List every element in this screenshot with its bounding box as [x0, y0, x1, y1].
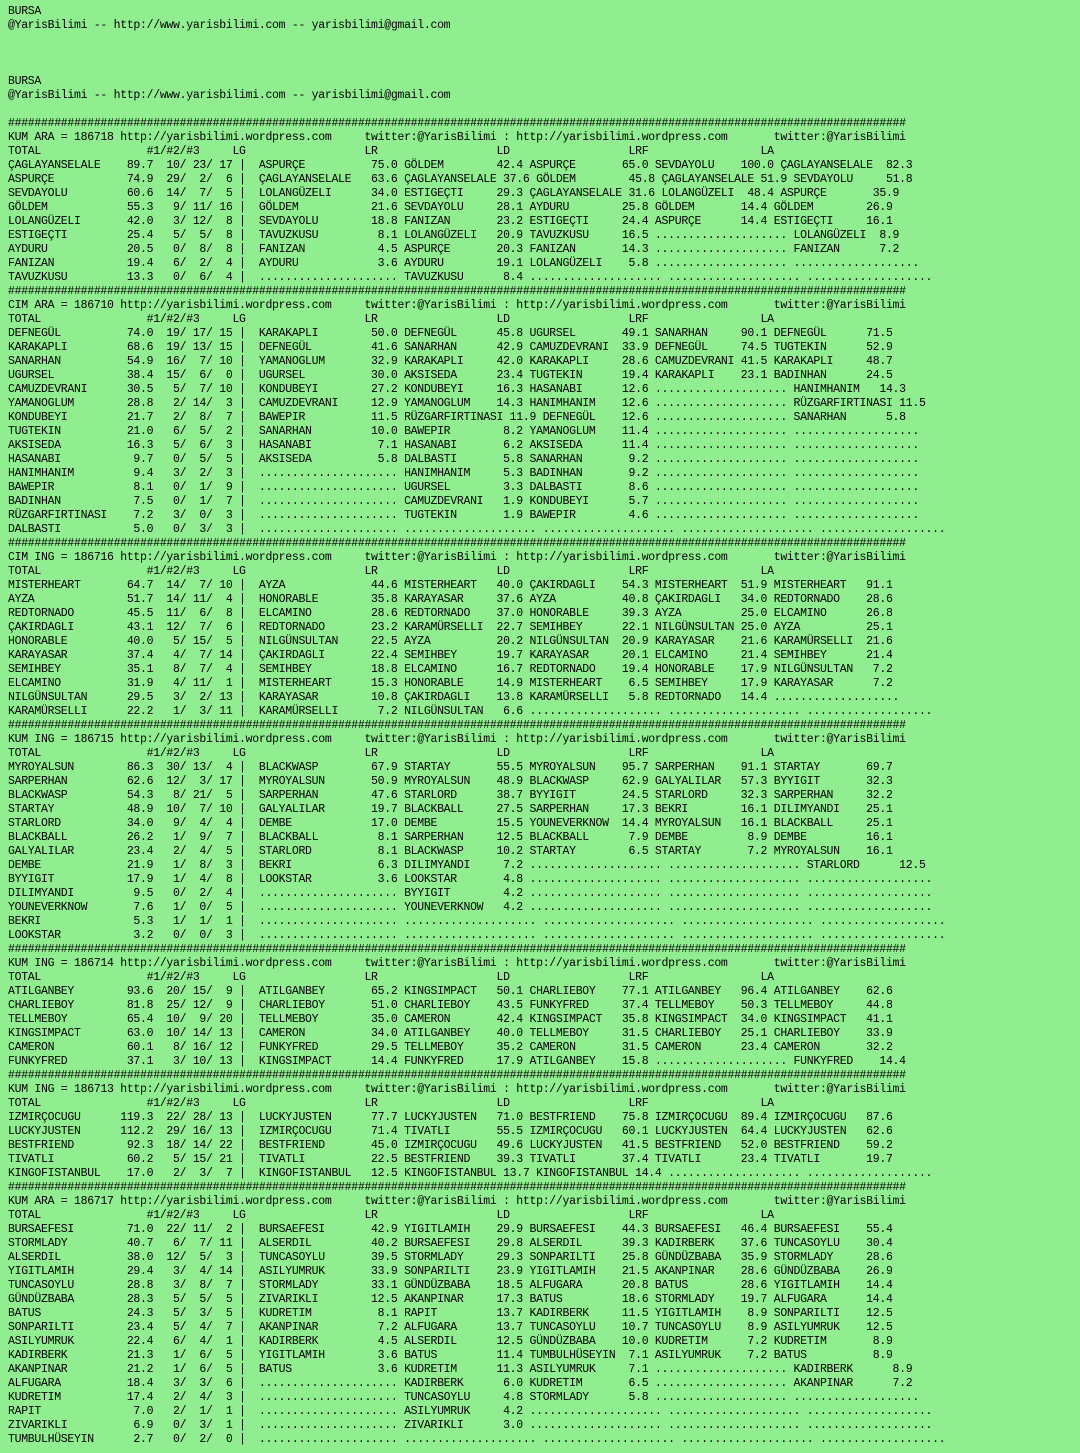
race-statistics-text: BURSA @YarisBilimi -- http://www.yarisbilimi.com -- yarisbilimi@gmail.com BURSA @YarisBilimi -- http://www.yarisbilimi.com -- yarisbilimi@gmail.com ######################################################################################################################################## KUM ARA = 186718 http://yarisbilimi.wordpress.com twitter:@YarisBilimi : http://yarisbilimi.wordpress.com twitter:@YarisBilimi TOTAL #1/#2/#3 LG LR LD LRF LA ÇAGLAYANSELALE 89.7 10/ 23/ 17 | ASPURÇE 75.0 GÖLDEM 42.4 ASPURÇE 65.0 SEVDAYOLU 100.0 ÇAGLAYANSELALE 82.3 ASPURÇE 74.9 29/ 2/ 6 | ÇAGLAYANSELALE 63.6 ÇAGLAYANSELALE 37.6 GÖLDEM 45.8 ÇAGLAYANSELALE 51.9 SEVDAYOLU 51.8 SEVDAYOLU 60.6 14/ 7/ 5 | LOLANGÜZELI 34.0 ESTIGEÇTI 29.3 ÇAGLAYANSELALE 31.6 LOLANGÜZELI 48.4 ASPURÇE 35.9 GÖLDEM 55.3 9/ 11/ 16 | GÖLDEM 21.6 SEVDAYOLU 28.1 AYDURU 25.8 GÖLDEM 14.4 GÖLDEM 26.9 LOLANGÜZELI 42.0 3/ 12/ 8 | SEVDAYOLU 18.8 FANIZAN 23.2 ESTIGEÇTI 24.4 ASPURÇE 14.4 ESTIGEÇTI 16.1 ESTIGEÇTI 25.4 5/ 5/ 8 | TAVUZKUSU 8.1 LOLANGÜZELI 20.9 TAVUZKUSU 16.5 .................... LOLANGÜZELI 8.9 AYDURU 20.5 0/ 8/ 8 | FANIZAN 4.5 ASPURÇE 20.3 FANIZAN 14.3 .................... FANIZAN 7.2 FANIZAN 19.4 6/ 2/ 4 | AYDURU 3.6 AYDURU 19.1 LOLANGÜZELI 5.8 .................... ................... TAVUZKUSU 13.3 0/ 6/ 4 | ..................... TAVUZKUSU 8.4 .................... .................... ................... ######################################################################################################################################## CIM ARA = 186710 http://yarisbilimi.wordpress.com twitter:@YarisBilimi : http://yarisbilimi.wordpress.com twitter:@YarisBilimi TOTAL #1/#2/#3 LG LR LD LRF LA DEFNEGÜL 74.0 19/ 17/ 15 | KARAKAPLI 50.0 DEFNEGÜL 45.8 UGURSEL 49.1 SANARHAN 90.1 DEFNEGÜL 71.5 KARAKAPLI 68.6 19/ 13/ 15 | DEFNEGÜL 41.6 SANARHAN 42.9 CAMUZDEVRANI 33.9 DEFNEGÜL 74.5 TUGTEKIN 52.9 SANARHAN 54.9 16/ 7/ 10 | YAMANOGLUM 32.9 KARAKAPLI 42.0 KARAKAPLI 28.6 CAMUZDEVRANI 41.5 KARAKAPLI 48.7 UGURSEL 38.4 15/ 6/ 0 | UGURSEL 30.0 AKSISEDA 23.4 TUGTEKIN 19.4 KARAKAPLI 23.1 BADINHAN 24.5 CAMUZDEVRANI 30.5 5/ 7/ 10 | KONDUBEYI 27.2 KONDUBEYI 16.3 HASANABI 12.6 .................... HANIMHANIM 14.3 YAMANOGLUM 28.8 2/ 14/ 3 | CAMUZDEVRANI 12.9 YAMANOGLUM 14.3 HANIMHANIM 12.6 .................... RÜZGARFIRTINASI 11.5 KONDUBEYI 21.7 2/ 8/ 7 | BAWEPIR 11.5 RÜZGARFIRTINASI 11.9 DEFNEGÜL 12.6 .................... SANARHAN 5.8 TUGTEKIN 21.0 6/ 5/ 2 | SANARHAN 10.0 BAWEPIR 8.2 YAMANOGLUM 11.4 .................... ................... AKSISEDA 16.3 5/ 6/ 3 | HASANABI 7.1 HASANABI 6.2 AKSISEDA 11.4 .................... ................... HASANABI 9.7 0/ 5/ 5 | AKSISEDA 5.8 DALBASTI 5.8 SANARHAN 9.2 .................... ................... HANIMHANIM 9.4 3/ 2/ 3 | ..................... HANIMHANIM 5.3 BADINHAN 9.2 .................... ................... BAWEPIR 8.1 0/ 1/ 9 | ..................... UGURSEL 3.3 DALBASTI 8.6 .................... ................... BADINHAN 7.5 0/ 1/ 7 | ..................... CAMUZDEVRANI 1.9 KONDUBEYI 5.7 .................... ................... RÜZGARFIRTINASI 7.2 3/ 0/ 3 | ..................... TUGTEKIN 1.9 BAWEPIR 4.6 .................... ................... DALBASTI 5.0 0/ 3/ 3 | ..................... .................... .................... .................... ................... ######################################################################################################################################## CIM ING = 186716 http://yarisbilimi.wordpress.com twitter:@YarisBilimi : http://yarisbilimi.wordpress.com twitter:@YarisBilimi TOTAL #1/#2/#3 LG LR LD LRF LA MISTERHEART 64.7 14/ 7/ 10 | AYZA 44.6 MISTERHEART 40.0 ÇAKIRDAGLI 54.3 MISTERHEART 51.9 MISTERHEART 91.1 AYZA 51.7 14/ 11/ 4 | HONORABLE 35.8 KARAYASAR 37.6 AYZA 40.8 ÇAKIRDAGLI 34.0 REDTORNADO 28.6 REDTORNADO 45.5 11/ 6/ 8 | ELCAMINO 28.6 REDTORNADO 37.0 HONORABLE 39.3 AYZA 25.0 ELCAMINO 26.8 ÇAKIRDAGLI 43.1 12/ 7/ 6 | REDTORNADO 23.2 KARAMÜRSELLI 22.7 SEMIHBEY 22.1 NILGÜNSULTAN 25.0 AYZA 25.1 HONORABLE 40.0 5/ 15/ 5 | NILGÜNSULTAN 22.5 AYZA 20.2 NILGÜNSULTAN 20.9 KARAYASAR 21.6 KARAMÜRSELLI 21.6 KARAYASAR 37.4 4/ 7/ 14 | ÇAKIRDAGLI 22.4 SEMIHBEY 19.7 KARAYASAR 20.1 ELCAMINO 21.4 SEMIHBEY 21.4 SEMIHBEY 35.1 8/ 7/ 4 | SEMIHBEY 18.8 ELCAMINO 16.7 REDTORNADO 19.4 HONORABLE 17.9 NILGÜNSULTAN 7.2 ELCAMINO 31.9 4/ 11/ 1 | MISTERHEART 15.3 HONORABLE 14.9 MISTERHEART 6.5 SEMIHBEY 17.9 KARAYASAR 7.2 NILGÜNSULTAN 29.5 3/ 2/ 13 | KARAYASAR 10.8 ÇAKIRDAGLI 13.8 KARAMÜRSELLI 5.8 REDTORNADO 14.4 ................... KARAMÜRSELLI 22.2 1/ 3/ 11 | KARAMÜRSELLI 7.2 NILGÜNSULTAN 6.6 .................... .................... ................... ######################################################################################################################################## KUM ING = 186715 http://yarisbilimi.wordpress.com twitter:@YarisBilimi : http://yarisbilimi.wordpress.com twitter:@YarisBilimi TOTAL #1/#2/#3 LG LR LD LRF LA MYROYALSUN 86.3 30/ 13/ 4 | BLACKWASP 67.9 STARTAY 55.5 MYROYALSUN 95.7 SARPERHAN 91.1 STARTAY 69.7 SARPERHAN 62.6 12/ 3/ 17 | MYROYALSUN 50.9 MYROYALSUN 48.9 BLACKWASP 62.9 GALYALILAR 57.3 BYYIGIT 32.3 BLACKWASP 54.3 8/ 21/ 5 | SARPERHAN 47.6 STARLORD 38.7 BYYIGIT 24.5 STARLORD 32.3 SARPERHAN 32.2 STARTAY 48.9 10/ 7/ 10 | GALYALILAR 19.7 BLACKBALL 27.5 SARPERHAN 17.3 BEKRI 16.1 DILIMYANDI 25.1 STARLORD 34.0 9/ 4/ 4 | DEMBE 17.0 DEMBE 15.5 YOUNEVERKNOW 14.4 MYROYALSUN 16.1 BLACKBALL 25.1 BLACKBALL 26.2 1/ 9/ 7 | BLACKBALL 8.1 SARPERHAN 12.5 BLACKBALL 7.9 DEMBE 8.9 DEMBE 16.1 GALYALILAR 23.4 2/ 4/ 5 | STARLORD 8.1 BLACKWASP 10.2 STARTAY 6.5 STARTAY 7.2 MYROYALSUN 16.1 DEMBE 21.9 1/ 8/ 3 | BEKRI 6.3 DILIMYANDI 7.2 .................... .................... STARLORD 12.5 BYYIGIT 17.9 1/ 4/ 8 | LOOKSTAR 3.6 LOOKSTAR 4.8 .................... .................... ................... DILIMYANDI 9.5 0/ 2/ 4 | ..................... BYYIGIT 4.2 .................... .................... ................... YOUNEVERKNOW 7.6 1/ 0/ 5 | ..................... YOUNEVERKNOW 4.2 .................... .................... ................... BEKRI 5.3 1/ 1/ 1 | ..................... .................... .................... .................... ................... LOOKSTAR 3.2 0/ 0/ 3 | ..................... .................... .................... .................... ................... ######################################################################################################################################## KUM ING = 186714 http://yarisbilimi.wordpress.com twitter:@YarisBilimi : http://yarisbilimi.wordpress.com twitter:@YarisBilimi TOTAL #1/#2/#3 LG LR LD LRF LA ATILGANBEY 93.6 20/ 15/ 9 | ATILGANBEY 65.2 KINGSIMPACT 50.1 CHARLIEBOY 77.1 ATILGANBEY 96.4 ATILGANBEY 62.6 CHARLIEBOY 81.8 25/ 12/ 9 | CHARLIEBOY 51.0 CHARLIEBOY 43.5 FUNKYFRED 37.4 TELLMEBOY 50.3 TELLMEBOY 44.8 TELLMEBOY 65.4 10/ 9/ 20 | TELLMEBOY 35.0 CAMERON 42.4 KINGSIMPACT 35.8 KINGSIMPACT 34.0 KINGSIMPACT 41.1 KINGSIMPACT 63.0 10/ 14/ 13 | CAMERON 34.0 ATILGANBEY 40.0 TELLMEBOY 31.5 CHARLIEBOY 25.1 CHARLIEBOY 33.9 CAMERON 60.1 8/ 16/ 12 | FUNKYFRED 29.5 TELLMEBOY 35.2 CAMERON 31.5 CAMERON 23.4 CAMERON 32.2 FUNKYFRED 37.1 3/ 10/ 13 | KINGSIMPACT 14.4 FUNKYFRED 17.9 ATILGANBEY 15.8 .................... FUNKYFRED 14.4 ######################################################################################################################################## KUM ING = 186713 http://yarisbilimi.wordpress.com twitter:@YarisBilimi : http://yarisbilimi.wordpress.com twitter:@YarisBilimi TOTAL #1/#2/#3 LG LR LD LRF LA IZMIRÇOCUGU 119.3 22/ 28/ 13 | LUCKYJUSTEN 77.7 LUCKYJUSTEN 71.0 BESTFRIEND 75.8 IZMIRÇOCUGU 89.4 IZMIRÇOCUGU 87.6 LUCKYJUSTEN 112.2 29/ 16/ 13 | IZMIRÇOCUGU 71.4 TIVATLI 55.5 IZMIRÇOCUGU 60.1 LUCKYJUSTEN 64.4 LUCKYJUSTEN 62.6 BESTFRIEND 92.3 18/ 14/ 22 | BESTFRIEND 45.0 IZMIRÇOCUGU 49.6 LUCKYJUSTEN 41.5 BESTFRIEND 52.0 BESTFRIEND 59.2 TIVATLI 60.2 5/ 15/ 21 | TIVATLI 22.5 BESTFRIEND 39.3 TIVATLI 37.4 TIVATLI 23.4 TIVATLI 19.7 KINGOFISTANBUL 17.0 2/ 3/ 7 | KINGOFISTANBUL 12.5 KINGOFISTANBUL 13.7 KINGOFISTANBUL 14.4 .................... ................... ######################################################################################################################################## KUM ARA = 186717 http://yarisbilimi.wordpress.com twitter:@YarisBilimi : http://yarisbilimi.wordpress.com twitter:@YarisBilimi TOTAL #1/#2/#3 LG LR LD LRF LA BURSAEFESI 71.0 22/ 11/ 2 | BURSAEFESI 42.9 YIGITLAMIH 29.9 BURSAEFESI 44.3 BURSAEFESI 46.4 BURSAEFESI 55.4 STORMLADY 40.7 6/ 7/ 11 | ALSERDIL 40.2 BURSAEFESI 29.8 ALSERDIL 39.3 KADIRBERK 37.6 TUNCASOYLU 30.4 ALSERDIL 38.0 12/ 5/ 3 | TUNCASOYLU 39.5 STORMLADY 29.3 SONPARILTI 25.8 GÜNDÜZBABA 35.9 STORMLADY 28.6 YIGITLAMIH 29.4 3/ 4/ 14 | ASILYUMRUK 33.9 SONPARILTI 23.9 YIGITLAMIH 21.5 AKANPINAR 28.6 GÜNDÜZBABA 26.9 TUNCASOYLU 28.8 3/ 8/ 7 | STORMLADY 33.1 GÜNDÜZBABA 18.5 ALFUGARA 20.8 BATUS 28.6 YIGITLAMIH 14.4 GÜNDÜZBABA 28.3 5/ 5/ 5 | ZIVARIKLI 12.5 AKANPINAR 17.3 BATUS 18.6 STORMLADY 19.7 ALFUGARA 14.4 BATUS 24.3 5/ 3/ 5 | KUDRETIM 8.1 RAPIT 13.7 KADIRBERK 11.5 YIGITLAMIH 8.9 SONPARILTI 12.5 SONPARILTI 23.4 5/ 4/ 7 | AKANPINAR 7.2 ALFUGARA 13.7 TUNCASOYLU 10.7 TUNCASOYLU 8.9 ASILYUMRUK 12.5 ASILYUMRUK 22.4 6/ 4/ 1 | KADIRBERK 4.5 ALSERDIL 12.5 GÜNDÜZBABA 10.0 KUDRETIM 7.2 KUDRETIM 8.9 KADIRBERK 21.3 1/ 6/ 5 | YIGITLAMIH 3.6 BATUS 11.4 TUMBULHÜSEYIN 7.1 ASILYUMRUK 7.2 BATUS 8.9 AKANPINAR 21.2 1/ 6/ 5 | BATUS 3.6 KUDRETIM 11.3 ASILYUMRUK 7.1 .................... KADIRBERK 8.9 ALFUGARA 18.4 3/ 3/ 6 | ..................... KADIRBERK 6.0 KUDRETIM 6.5 .................... AKANPINAR 7.2 KUDRETIM 17.4 2/ 4/ 3 | ..................... TUNCASOYLU 4.8 STORMLADY 5.8 .................... ................... RAPIT 7.0 2/ 1/ 1 | ..................... ASILYUMRUK 4.2 .................... .................... ................... ZIVARIKLI 6.9 0/ 3/ 1 | ..................... ZIVARIKLI 3.0 .................... .................... ................... TUMBULHÜSEYIN 2.7 0/ 2/ 0 | ..................... .................... .................... .................... ...................	[8, 5, 946, 1446]
